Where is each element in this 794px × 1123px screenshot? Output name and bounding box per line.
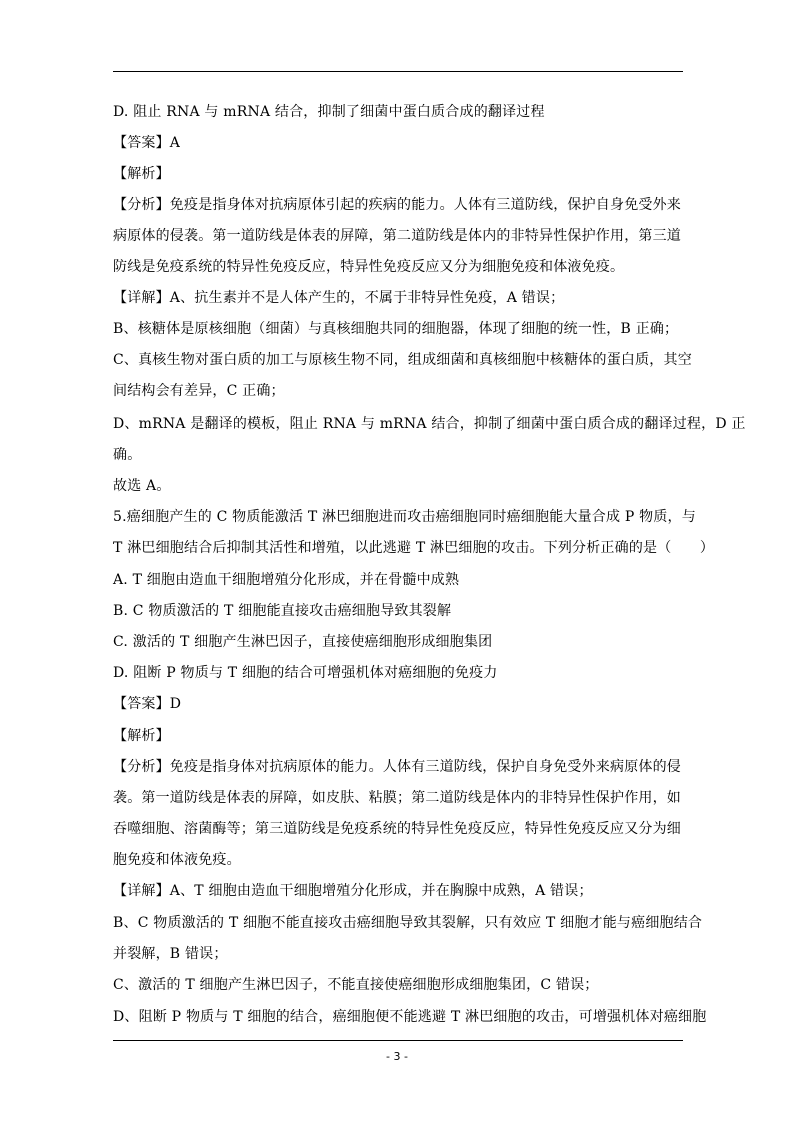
text-line: B、核糖体是原核细胞（细菌）与真核细胞共同的细胞器，体现了细胞的统一性，B 正确； [113,321,679,337]
footer-rule [113,1040,683,1041]
text-line: 【分析】免疫是指身体对抗病原体的能力。人体有三道防线，保护自身免受外来病原体的侵 [113,759,681,775]
text-line: 袭。第一道防线是体表的屏障，如皮肤、粘膜；第二道防线是体内的非特异性保护作用，如 [113,790,681,806]
text-line: 间结构会有差异，C 正确； [113,383,285,399]
question-5-stem: 5.癌细胞产生的 C 物质能激活 T 淋巴细胞进而攻击癌细胞同时癌细胞能大量合成 P 物质，与 [113,509,696,525]
text-line: 【分析】免疫是指身体对抗病原体引起的疾病的能力。人体有三道防线，保护自身免受外来 [113,197,681,213]
text-line: 病原体的侵袭。第一道防线是体表的屏障，第二道防线是体内的非特异性保护作用，第三道 [113,228,681,244]
question-5-stem: T 淋巴细胞结合后抑制其活性和增殖，以此逃避 T 淋巴细胞的攻击。下列分析正确的是（ ） [113,540,715,556]
text-line: C、真核生物对蛋白质的加工与原核生物不同，组成细菌和真核细胞中核糖体的蛋白质，其空 [113,352,692,368]
option-b: B. C 物质激活的 T 细胞能直接攻击癌细胞导致其裂解 [113,603,452,619]
analysis-label: 【解析】 [113,728,170,744]
text-line: 防线是免疫系统的特异性免疫反应，特异性免疫反应又分为细胞免疫和体液免疫。 [113,259,625,275]
option-c: C. 激活的 T 细胞产生淋巴因子，直接使癌细胞形成细胞集团 [113,634,493,650]
text-line: C、激活的 T 细胞产生淋巴因子，不能直接使癌细胞形成细胞集团，C 错误； [113,977,599,993]
answer-label: 【答案】D [113,696,182,712]
text-line: D、阻断 P 物质与 T 细胞的结合，癌细胞便不能逃避 T 淋巴细胞的攻击，可增强机体对癌细胞 [113,1009,707,1025]
option-a: A. T 细胞由造血干细胞增殖分化形成，并在骨髓中成熟 [113,572,460,588]
option-d: D. 阻断 P 物质与 T 细胞的结合可增强机体对癌细胞的免疫力 [113,665,498,681]
text-line: 胞免疫和体液免疫。 [113,852,241,868]
text-line: D、mRNA 是翻译的模板，阻止 RNA 与 mRNA 结合，抑制了细菌中蛋白质合成的翻译过程，D 正 [113,416,746,432]
text-line: B、C 物质激活的 T 细胞不能直接攻击癌细胞导致其裂解，只有效应 T 细胞才能与癌细胞结合 [113,915,703,931]
header-rule [113,71,683,72]
text-line: 【详解】A、T 细胞由造血干细胞增殖分化形成，并在胸腺中成熟，A 错误； [113,883,593,899]
text-line: 并裂解，B 错误； [113,946,228,962]
analysis-label: 【解析】 [113,166,170,182]
text-line: 故选 A。 [113,478,171,494]
page-number: - 3 - [386,1050,408,1063]
text-line: 【详解】A、抗生素并不是人体产生的，不属于非特异性免疫，A 错误； [113,290,565,306]
text-line: 吞噬细胞、溶菌酶等；第三道防线是免疫系统的特异性免疫反应，特异性免疫反应又分为细 [113,821,681,837]
text-line: D. 阻止 RNA 与 mRNA 结合，抑制了细菌中蛋白质合成的翻译过程 [113,104,545,120]
answer-label: 【答案】A [113,135,181,151]
text-line: 确。 [113,447,142,463]
